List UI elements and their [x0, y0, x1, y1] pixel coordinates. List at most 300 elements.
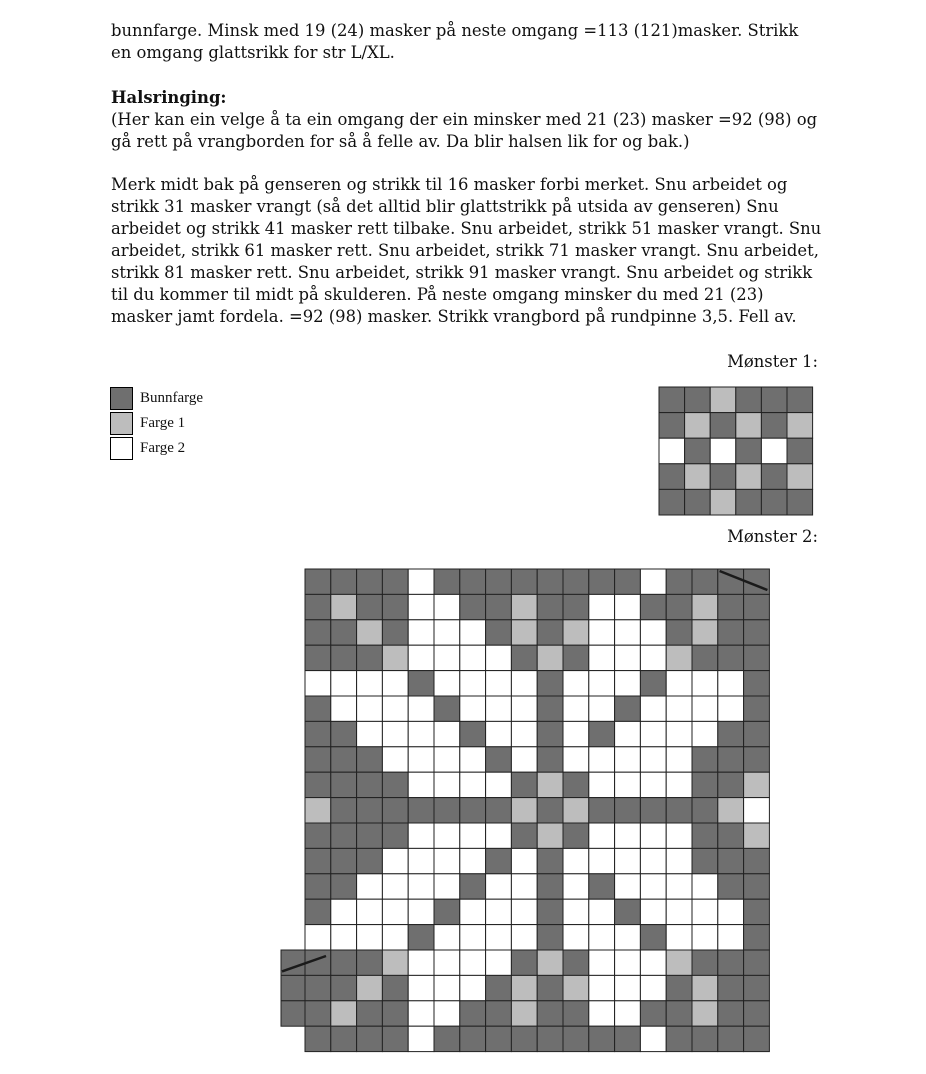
chart-cell [486, 899, 512, 924]
chart-cell [357, 950, 383, 975]
chart-cell [787, 387, 813, 413]
chart-cell [382, 1001, 408, 1026]
chart-cell [331, 671, 357, 696]
chart-cell [434, 925, 460, 950]
chart-cell [331, 747, 357, 772]
chart-cell [744, 747, 770, 772]
chart-cell [460, 798, 486, 823]
chart-cell [563, 772, 589, 797]
chart-cell [460, 671, 486, 696]
chart-cell [736, 489, 762, 515]
chart-cell [357, 1026, 383, 1051]
chart-cell [659, 438, 685, 464]
chart-cell [357, 620, 383, 645]
chart-cell [640, 823, 666, 848]
chart-cell [537, 721, 563, 746]
chart-cell [460, 874, 486, 899]
chart-cell [537, 747, 563, 772]
chart-cell [640, 848, 666, 873]
chart-cell [615, 950, 641, 975]
chart-cell [640, 620, 666, 645]
chart-cell [563, 1001, 589, 1026]
chart-cell [486, 1001, 512, 1026]
chart-cell [460, 772, 486, 797]
chart-cell [615, 975, 641, 1000]
chart-cell [408, 1001, 434, 1026]
chart-cell [640, 671, 666, 696]
chart-cell [615, 569, 641, 594]
chart-cell [382, 1026, 408, 1051]
chart-cell [563, 798, 589, 823]
chart-cell [692, 721, 718, 746]
paragraph-note: (Her kan ein velge å ta ein omgang der ein minsker med 21 (23) masker =92 (98) og gå rett på vrangborden for så å felle av. Da blir halsen lik for og bak.) [111, 110, 818, 151]
chart-cell [589, 747, 615, 772]
legend-label: Farge 1 [140, 415, 186, 431]
chart-cell [736, 387, 762, 413]
chart-cell [563, 645, 589, 670]
chart-cell [460, 594, 486, 619]
chart-cell [537, 594, 563, 619]
color-legend [110, 386, 203, 461]
pattern2-chart [280, 568, 814, 1054]
heading-halsringing: Halsringing: [111, 88, 227, 107]
chart-cell [331, 823, 357, 848]
chart-cell [434, 645, 460, 670]
chart-cell [460, 645, 486, 670]
chart-cell [666, 848, 692, 873]
chart-cell [563, 925, 589, 950]
chart-cell [434, 1001, 460, 1026]
chart-cell [736, 413, 762, 439]
chart-cell [589, 874, 615, 899]
chart-cell [408, 848, 434, 873]
chart-cell [744, 798, 770, 823]
chart-cell [305, 1001, 331, 1026]
chart-cell [537, 696, 563, 721]
pattern1-chart [658, 386, 814, 516]
chart-cell [659, 413, 685, 439]
chart-cell [615, 899, 641, 924]
chart-cell [305, 721, 331, 746]
chart-cell [692, 899, 718, 924]
chart-cell [710, 489, 736, 515]
chart-cell [382, 874, 408, 899]
chart-cell [640, 772, 666, 797]
chart-cell [357, 569, 383, 594]
chart-cell [718, 950, 744, 975]
chart-cell [408, 899, 434, 924]
chart-cell [486, 620, 512, 645]
chart-cell [718, 696, 744, 721]
chart-cell [718, 899, 744, 924]
chart-cell [659, 464, 685, 490]
chart-cell [589, 925, 615, 950]
chart-cell [692, 874, 718, 899]
chart-cell [718, 620, 744, 645]
chart-cell [537, 874, 563, 899]
chart-cell [331, 620, 357, 645]
chart-cell [563, 823, 589, 848]
chart-cell [408, 569, 434, 594]
chart-cell [692, 594, 718, 619]
chart-cell [460, 1001, 486, 1026]
chart-cell [736, 464, 762, 490]
chart-cell [382, 772, 408, 797]
chart-cell [589, 594, 615, 619]
chart-cell [511, 798, 537, 823]
chart-cell [710, 464, 736, 490]
chart-cell [640, 975, 666, 1000]
chart-cell [382, 899, 408, 924]
chart-cell [305, 798, 331, 823]
chart-cell [460, 925, 486, 950]
chart-cell [640, 721, 666, 746]
chart-cell [511, 671, 537, 696]
chart-cell [659, 489, 685, 515]
chart-cell [408, 645, 434, 670]
chart-cell [615, 721, 641, 746]
chart-cell [408, 925, 434, 950]
chart-cell [511, 1001, 537, 1026]
chart-cell [640, 798, 666, 823]
chart-cell [357, 975, 383, 1000]
chart-cell [511, 594, 537, 619]
chart-cell [331, 874, 357, 899]
chart-cell [511, 645, 537, 670]
chart-cell [615, 772, 641, 797]
chart-cell [357, 1001, 383, 1026]
chart-cell [486, 823, 512, 848]
chart-cell [761, 464, 787, 490]
chart-cell [434, 1026, 460, 1051]
legend-label: Farge 2 [140, 440, 186, 456]
chart-cell [685, 387, 711, 413]
chart-cell [589, 950, 615, 975]
chart-cell [615, 798, 641, 823]
chart-cell [382, 721, 408, 746]
chart-cell [666, 569, 692, 594]
chart-cell [305, 772, 331, 797]
chart-cell [331, 772, 357, 797]
chart-cell [666, 823, 692, 848]
chart-cell [537, 899, 563, 924]
chart-cell [382, 975, 408, 1000]
chart-cell [511, 620, 537, 645]
chart-cell [615, 747, 641, 772]
chart-cell [666, 950, 692, 975]
legend-swatch [110, 387, 133, 410]
chart-cell [460, 823, 486, 848]
chart-cell [640, 747, 666, 772]
chart-cell [692, 645, 718, 670]
chart-cell [305, 1026, 331, 1051]
chart-cell [692, 798, 718, 823]
chart-cell [563, 950, 589, 975]
legend-item [110, 386, 203, 411]
pattern2-label: Mønster 2: [727, 527, 818, 546]
chart-cell [537, 671, 563, 696]
chart-cell [434, 874, 460, 899]
chart-cell [305, 848, 331, 873]
chart-cell [305, 569, 331, 594]
legend-swatch [110, 412, 133, 435]
chart-cell [460, 899, 486, 924]
chart-cell [486, 950, 512, 975]
chart-cell [692, 569, 718, 594]
chart-cell [692, 823, 718, 848]
chart-cell [710, 413, 736, 439]
chart-cell [460, 975, 486, 1000]
chart-cell [589, 696, 615, 721]
chart-cell [744, 721, 770, 746]
chart-cell [718, 671, 744, 696]
chart-cell [640, 1026, 666, 1051]
chart-cell [382, 696, 408, 721]
chart-cell [761, 413, 787, 439]
chart-cell [486, 721, 512, 746]
chart-cell [434, 747, 460, 772]
chart-cell [511, 721, 537, 746]
legend-label: Bunnfarge [140, 390, 204, 406]
chart-cell [331, 1001, 357, 1026]
chart-cell [434, 899, 460, 924]
chart-cell [331, 645, 357, 670]
chart-cell [408, 1026, 434, 1051]
chart-cell [305, 975, 331, 1000]
chart-cell [666, 798, 692, 823]
chart-cell [331, 975, 357, 1000]
chart-cell [486, 848, 512, 873]
chart-cell [460, 747, 486, 772]
chart-cell [408, 772, 434, 797]
chart-cell [460, 620, 486, 645]
chart-cell [357, 721, 383, 746]
chart-cell [615, 874, 641, 899]
chart-cell [434, 696, 460, 721]
chart-cell [685, 413, 711, 439]
chart-cell [666, 1026, 692, 1051]
chart-cell [460, 950, 486, 975]
chart-cell [331, 848, 357, 873]
legend-item [110, 411, 203, 436]
chart-cell [537, 848, 563, 873]
chart-cell [434, 671, 460, 696]
chart-cell [640, 645, 666, 670]
chart-cell [305, 594, 331, 619]
chart-cell [511, 899, 537, 924]
chart-cell [486, 696, 512, 721]
chart-cell [744, 899, 770, 924]
legend-item [110, 436, 203, 461]
chart-cell [666, 645, 692, 670]
chart-cell [615, 696, 641, 721]
chart-cell [511, 772, 537, 797]
chart-cell [537, 823, 563, 848]
chart-cell [666, 721, 692, 746]
chart-cell [744, 696, 770, 721]
chart-cell [744, 645, 770, 670]
chart-cell [331, 696, 357, 721]
chart-cell [486, 747, 512, 772]
chart-cell [486, 594, 512, 619]
chart-cell [357, 874, 383, 899]
chart-cell [382, 594, 408, 619]
chart-cell [718, 925, 744, 950]
chart-cell [718, 975, 744, 1000]
chart-cell [486, 798, 512, 823]
chart-cell [434, 620, 460, 645]
chart-cell [305, 874, 331, 899]
chart-cell [511, 950, 537, 975]
chart-cell [486, 975, 512, 1000]
chart-cell [305, 823, 331, 848]
chart-cell [615, 848, 641, 873]
chart-cell [692, 925, 718, 950]
chart-cell [537, 772, 563, 797]
chart-cell [685, 464, 711, 490]
chart-cell [511, 696, 537, 721]
chart-cell [736, 438, 762, 464]
chart-cell [357, 671, 383, 696]
chart-cell [331, 1026, 357, 1051]
chart-cell [408, 747, 434, 772]
chart-cell [692, 696, 718, 721]
chart-cell [640, 696, 666, 721]
chart-cell [615, 1001, 641, 1026]
chart-cell [511, 975, 537, 1000]
chart-cell [744, 1026, 770, 1051]
chart-cell [408, 594, 434, 619]
chart-cell [511, 569, 537, 594]
chart-cell [615, 823, 641, 848]
chart-cell [486, 645, 512, 670]
chart-cell [382, 925, 408, 950]
chart-cell [692, 671, 718, 696]
chart-cell [486, 772, 512, 797]
chart-cell [486, 671, 512, 696]
chart-cell [589, 645, 615, 670]
chart-cell [305, 671, 331, 696]
chart-cell [331, 798, 357, 823]
chart-cell [718, 594, 744, 619]
chart-cell [666, 1001, 692, 1026]
chart-cell [486, 925, 512, 950]
chart-cell [692, 772, 718, 797]
chart-cell [434, 975, 460, 1000]
chart-cell [305, 899, 331, 924]
chart-cell [718, 848, 744, 873]
chart-cell [408, 823, 434, 848]
chart-cell [537, 645, 563, 670]
pattern1-label: Mønster 1: [727, 352, 818, 371]
chart-cell [357, 696, 383, 721]
chart-cell [486, 569, 512, 594]
chart-cell [718, 645, 744, 670]
chart-cell [718, 747, 744, 772]
chart-cell [787, 464, 813, 490]
chart-cell [511, 1026, 537, 1051]
chart-cell [537, 925, 563, 950]
chart-cell [563, 721, 589, 746]
chart-cell [710, 387, 736, 413]
chart-cell [357, 899, 383, 924]
chart-cell [744, 975, 770, 1000]
chart-cell [357, 823, 383, 848]
chart-cell [744, 925, 770, 950]
chart-cell [408, 696, 434, 721]
chart-cell [666, 594, 692, 619]
chart-cell [589, 899, 615, 924]
chart-cell [640, 950, 666, 975]
chart-cell [615, 620, 641, 645]
chart-cell [744, 874, 770, 899]
chart-cell [640, 569, 666, 594]
chart-cell [434, 721, 460, 746]
chart-cell [718, 874, 744, 899]
chart-cell [460, 696, 486, 721]
chart-cell [718, 721, 744, 746]
chart-cell [744, 594, 770, 619]
chart-cell [659, 387, 685, 413]
chart-cell [434, 569, 460, 594]
chart-cell [692, 1001, 718, 1026]
chart-cell [408, 975, 434, 1000]
chart-cell [589, 721, 615, 746]
chart-cell [408, 798, 434, 823]
chart-cell [331, 925, 357, 950]
chart-cell [537, 975, 563, 1000]
chart-cell [787, 489, 813, 515]
chart-cell [666, 899, 692, 924]
chart-cell [589, 848, 615, 873]
chart-cell [589, 1001, 615, 1026]
chart-cell [537, 620, 563, 645]
legend-swatch [110, 437, 133, 460]
chart-cell [305, 645, 331, 670]
chart-cell [640, 594, 666, 619]
chart-cell [434, 772, 460, 797]
chart-cell [357, 594, 383, 619]
chart-cell [563, 671, 589, 696]
chart-cell [615, 594, 641, 619]
chart-cell [460, 569, 486, 594]
chart-cell [589, 1026, 615, 1051]
chart-cell [761, 489, 787, 515]
chart-cell [787, 413, 813, 439]
chart-cell [511, 747, 537, 772]
chart-cell [408, 950, 434, 975]
chart-cell [331, 594, 357, 619]
chart-cell [563, 1026, 589, 1051]
chart-cell [511, 823, 537, 848]
chart-cell [486, 874, 512, 899]
chart-cell [666, 772, 692, 797]
chart-cell [589, 569, 615, 594]
chart-cell [744, 1001, 770, 1026]
chart-cell [710, 438, 736, 464]
chart-cell [408, 874, 434, 899]
chart-cell [537, 1026, 563, 1051]
chart-cell [563, 696, 589, 721]
chart-cell [692, 950, 718, 975]
chart-cell [589, 798, 615, 823]
chart-cell [666, 925, 692, 950]
chart-cell [718, 798, 744, 823]
chart-cell [692, 975, 718, 1000]
chart-cell [511, 848, 537, 873]
chart-cell [666, 874, 692, 899]
chart-cell [382, 747, 408, 772]
